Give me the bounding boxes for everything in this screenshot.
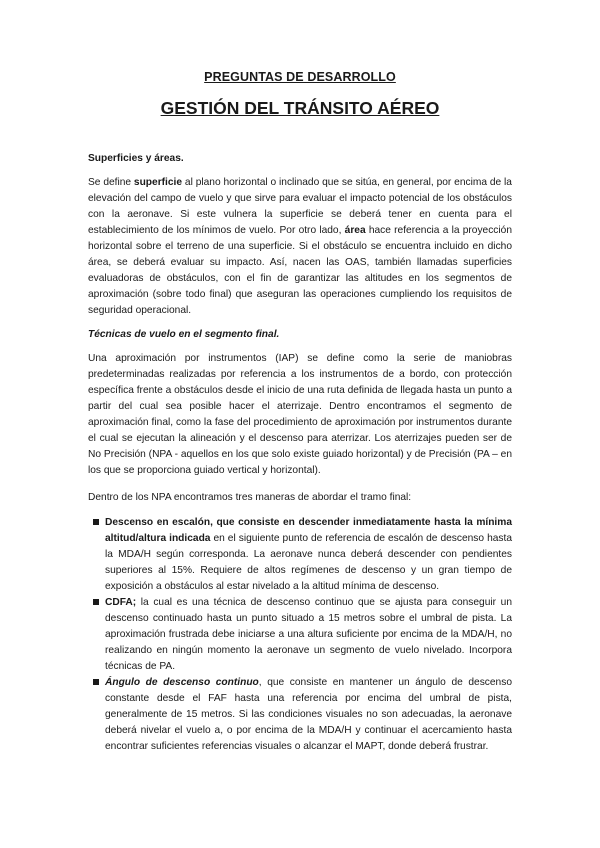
paragraph-superficies	[88, 175, 512, 319]
document-title: GESTIÓN DEL TRÁNSITO AÉREO	[160, 98, 440, 118]
paragraph-npa-intro: Dentro de los NPA encontramos tres maneras de abordar el tramo final:	[88, 492, 412, 503]
document-kicker: PREGUNTAS DE DESARROLLO	[204, 70, 396, 84]
list-item	[88, 675, 512, 755]
term-area: área	[344, 225, 366, 236]
term-superficie: superficie	[133, 177, 183, 188]
list-item-lead: Ángulo de descenso continuo	[105, 677, 259, 688]
list-item-lead: CDFA;	[105, 597, 137, 608]
text-run: al plano horizontal o inclinado que se sitúa, en general, por encima de la elevación del campo de vuelo y que sirve para evaluar el impacto potencial de los obstáculos con la aeronave. Si este vulnera la superficie se deberá tener en cuenta para el establecimiento de los mínimos de vuelo. Por otro lado,	[88, 177, 512, 236]
list-item	[88, 595, 512, 675]
square-bullet-icon	[93, 679, 99, 685]
square-bullet-icon	[93, 519, 99, 525]
paragraph-iap: Una aproximación por instrumentos (IAP) se define como la serie de maniobras predeterminadas realizadas por referencia a los instrumentos de a bordo, con protección específica frente a obstáculos desde el inicio de una ruta definida de llegada hasta un punto a partir del cual sea posible hacer el aterrizaje. Dentro encontramos el segmento de aproximación final, como la fase del procedimiento de aproximación por instrumentos durante el cual se ejecutan la alineación y el descenso para aterrizar. Los aterrizajes pueden ser de No Precisión (NPA - aquellos en los que solo existe guiado horizontal) y de Precisión (PA – en los que se proporciona guiado vertical y horizontal).	[88, 353, 512, 476]
list-item-text: en el siguiente punto de referencia de escalón de descenso hasta la MDA/H según corresponda. La aeronave nunca deberá descender con pendientes superiores al 15%. Requiere de altos regímenes de descenso y un gran tiempo de exposición a obstáculos al estar nivelado a la altitud mínima de descenso.	[105, 533, 512, 592]
section-heading-tecnicas: Técnicas de vuelo en el segmento final.	[88, 329, 280, 340]
square-bullet-icon	[93, 599, 99, 605]
section-heading-superficies: Superficies y áreas.	[88, 153, 184, 164]
text-run: hace referencia a la proyección horizontal sobre el terreno de una superficie. Si el obstáculo se encuentra incluido en dicho área, se deberá evaluar su impacto. Así, nacen las OAS, también llamadas superficies evaluadoras de obstáculos, con el fin de garantizar las altitudes en los segmentos de aproximación (sobre todo final) que aseguran las operaciones cumpliendo los requisitos de seguridad operacional.	[88, 225, 512, 316]
text-run: Se define	[88, 177, 134, 188]
list-item	[88, 515, 512, 595]
list-item-text: , que consiste en mantener un ángulo de descenso constante desde el FAF hasta una referencia por encima del umbral de pista, generalmente de 15 metros. Si las condiciones visuales no son adecuadas, la aeronave deberá nivelar el vuelo a, o por encima de la MDA/H y continuar el acercamiento hasta encontrar suficientes referencias visuales o alcanzar el MAPT, donde deberá frustrar.	[105, 677, 512, 752]
list-item-text: la cual es una técnica de descenso continuo que se ajusta para conseguir un descenso continuado hasta un punto situado a 15 metros sobre el umbral de pista. La aproximación frustrada debe iniciarse a una altura suficiente por encima de la MDA/H, no realizando en ningún momento la aeronave un segmento de vuelo nivelado. Incorpora técnicas de PA.	[105, 597, 512, 672]
npa-technique-list	[88, 515, 512, 755]
list-item-lead: Descenso en escalón, que consiste en descender inmediatamente hasta la mínima altitud/altura indicada	[105, 517, 512, 544]
